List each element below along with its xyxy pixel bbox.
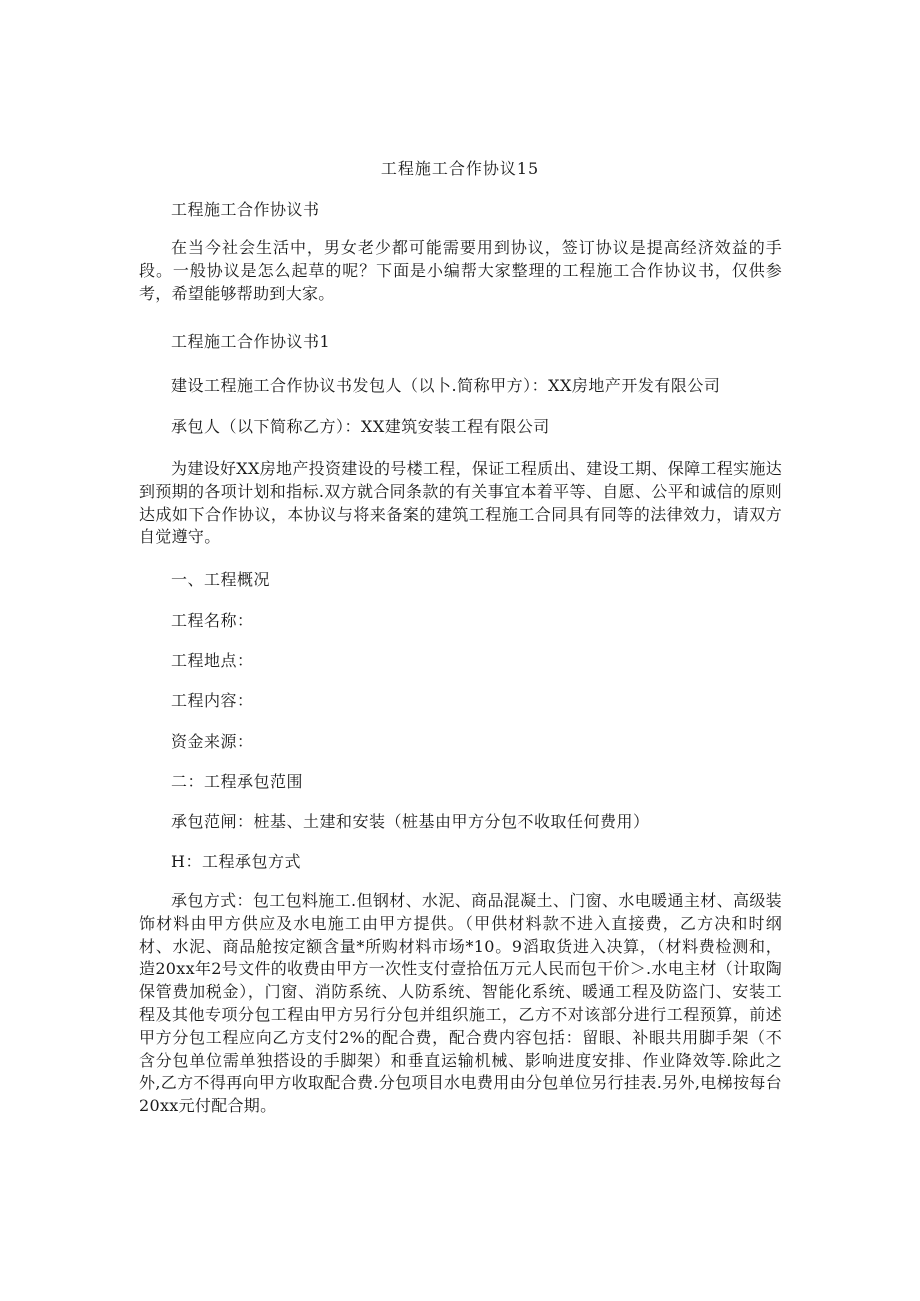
heading-project-overview: 一、工程概况 xyxy=(171,570,271,589)
heading-contract-method: H：工程承包方式 xyxy=(171,852,301,871)
party-a-line: 建设工程施工合作协议书发包人（以卜.简称甲方）：XX房地产开发有限公司 xyxy=(171,376,721,395)
section-title: 工程施工合作协议书1 xyxy=(171,332,331,351)
preamble-paragraph: 为建设好XX房地产投资建设的号楼工程，保证工程质出、建设工期、保障工程实施达到预期的各项计划和指标.双方就合同条款的有关事宜本着平等、自愿、公平和诚信的原则达成如下合作协议，本协议与将来备案的建筑工程施工合同具有同等的法律效力，请双方自觉遵守。 xyxy=(139,459,782,547)
scope-line: 承包范闸：桩基、土建和安装（桩基由甲方分包不收取任何费用） xyxy=(171,812,650,831)
party-b-line: 承包人（以下简称乙方）：XX建筑安装工程有限公司 xyxy=(171,417,550,436)
field-project-name: 工程名称： xyxy=(171,611,254,630)
intro-paragraph: 在当今社会生活中，男女老少都可能需要用到协议，签订协议是提高经济效益的手段。一般协议是怎么起草的呢？下面是小编帮大家整理的工程施工合作协议书，仅供参考，希望能够帮助到大家。 xyxy=(139,238,782,303)
method-paragraph: 承包方式：包工包料施工.但钢材、水泥、商品混凝土、门窗、水电暖通主材、高级装饰材料由甲方供应及水电施工由甲方提供。（甲供材料款不进入直接费，乙方决和时纲材、水泥、商品舱按定额含量*所购材料市场*10。9滔取货进入决算，（材料费检测和，造20xx年2号文件的收费由甲方一次性支付壹拾伍万元人民而包干价＞.水电主材（计取陶保管费加税金），门窗、消防系统、人防系统、智能化系统、暖通工程及防盗门、安装工程及其他专项分包工程由甲方另行分包并组织施工，乙方不对该部分进行工程预算，前述甲方分包工程应向乙方支付2%的配合费，配合费内容包括：留眼、补眼共用脚手架（不含分包单位需单独搭设的手脚架）和垂直运输机械、影响进度安排、作业降效等.除此之外,乙方不得再向甲方收取配合费.分包项目水电费用由分包单位另行挂表.另外,电梯按每台20xx元付配合期。 xyxy=(139,891,782,1116)
field-project-content: 工程内容： xyxy=(171,691,254,710)
document-title: 工程施工合作协议15 xyxy=(380,159,540,178)
field-project-location: 工程地点： xyxy=(171,651,254,670)
document-subtitle: 工程施工合作协议书 xyxy=(171,200,320,219)
heading-contract-scope: 二：工程承包范围 xyxy=(171,772,304,791)
field-funding-source: 资金来源： xyxy=(171,732,254,751)
